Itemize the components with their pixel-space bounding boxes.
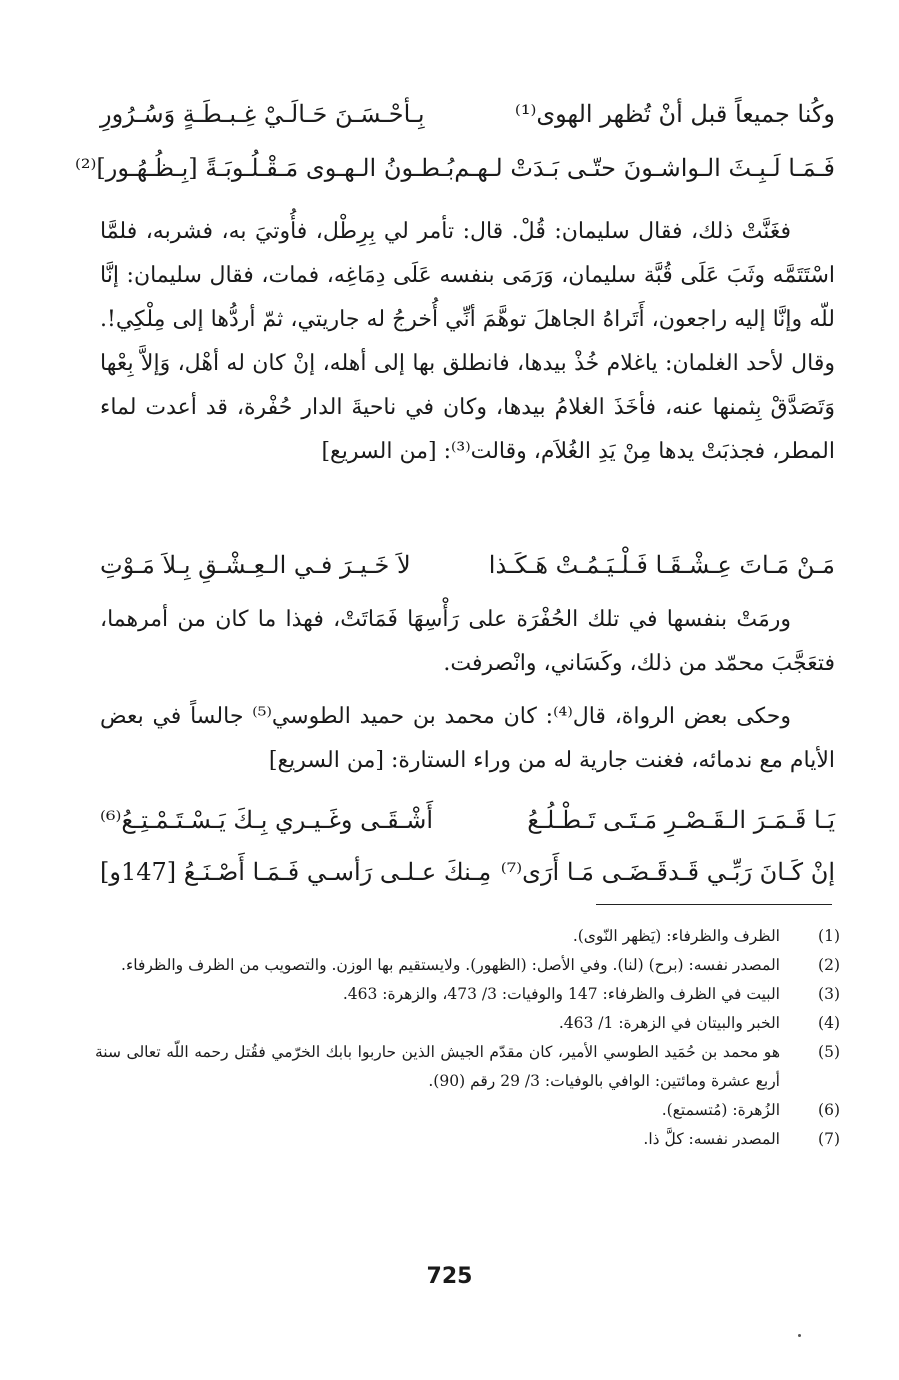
footnote-text: المصدر نفسه: كلَّ ذا. xyxy=(643,1130,780,1148)
footnote-number: (2) xyxy=(818,956,840,974)
footnote-number: (4) xyxy=(818,1014,840,1032)
prose-paragraph xyxy=(100,598,835,686)
verse-line xyxy=(74,148,835,188)
prose-paragraph xyxy=(100,695,835,783)
footnote-text: الزُهرة: (مُتسمتع). xyxy=(661,1101,780,1119)
footnote xyxy=(95,1125,840,1154)
verse-first-hemistich: يَـا قَـمَـرَ الـقَـصْـرِ مَـتَـى تَـطْـلُـعُ xyxy=(527,806,835,834)
verse-line xyxy=(100,800,835,840)
paragraph-text: وحكى بعض الرواة، قال⁽⁴⁾: كان محمد بن حميد الطوسي⁽⁵⁾ جالساً في بعض الأيام مع ندمائه، فغنت جارية له من وراء الستارة: xyxy=(100,704,835,773)
footnote xyxy=(95,1096,840,1125)
verse-first-hemistich: مَـنْ مَـاتَ عِـشْـقَـا فَـلْـيَـمُـتْ هَـكَـذا xyxy=(488,551,835,579)
page-number: 725 xyxy=(426,1264,473,1289)
verse-first-hemistich: وكُنا جميعاً قبل أنْ تُظهر الهوى⁽¹⁾ xyxy=(514,100,835,128)
footnote xyxy=(95,1038,840,1096)
footnote-text: المصدر نفسه: (برح) (لنا). وفي الأصل: (الظهور). ولايستقيم بها الوزن. والتصويب من الظرف والظرفاء. xyxy=(121,956,780,974)
scan-speck xyxy=(798,1334,801,1337)
paragraph-text: ورمَتْ بنفسها في تلك الحُفْرَة على رَأْسِهَا فَمَاتَتْ، فهذا ما كان من أمرهما، فتعَجَّبَ محمّد من ذلك، وكَسَاني، وانْصرفت. xyxy=(100,607,835,676)
verse-line xyxy=(100,852,835,892)
verse-second-hemistich: بُـطـونُ الـهـوى مَـقْـلُـوبَـةً [بِـظُـهُـور]⁽²⁾ xyxy=(74,154,455,182)
footnote-text: هو محمد بن حُمَيد الطوسي الأمير، كان مقدّم الجيش الذين حاربوا بابك الخرّمي فقُتل رحمه اللّه تعالى سنة أربع عشرة ومائتين: الوافي بالوفيات: 3/ 29 رقم (90). xyxy=(95,1043,780,1090)
verse-first-hemistich: فَـمَـا لَـبِـثَ الـواشـونَ حتّـى بَـدَتْ لـهـم xyxy=(454,154,835,182)
footnote xyxy=(95,922,840,951)
verse-line xyxy=(100,545,835,585)
footnote-text: الخبر والبيتان في الزهرة: 1/ 463. xyxy=(558,1014,780,1032)
verse-first-hemistich: إنْ كَـانَ رَبِّـي قَـدقَـضَـى مَـا أَرَى⁽⁷⁾ xyxy=(500,858,835,886)
verse-second-hemistich: بِـأحْـسَـنَ حَـالَـيْ غِـبـطَـةٍ وَسُـرُورِ xyxy=(100,100,425,128)
verse-second-hemistich: مِـنكَ عـلـى رَأسـي فَـمَـا أَصْـنَـعُ [147و] xyxy=(100,858,492,886)
footnote-separator xyxy=(596,904,832,905)
verse-second-hemistich: أَشْـقَـى وغَـيـري بِـكَ يَـسْـتَـمْـتِـعُ⁽⁶⁾ xyxy=(100,806,434,834)
verse-line xyxy=(100,94,835,134)
footnote-text: الظرف والظرفاء: (يَظهر النّوى). xyxy=(572,927,780,945)
footnote-number: (5) xyxy=(818,1043,840,1061)
verse-second-hemistich: لاَ خَـيـرَ فـي الـعِـشْـقِ بِـلاَ مَـوْتِ xyxy=(100,551,411,579)
prose-paragraph xyxy=(100,210,835,474)
footnote xyxy=(95,980,840,1009)
footnote-number: (7) xyxy=(818,1130,840,1148)
footnote-text: البيت في الظرف والظرفاء: 147 والوفيات: 3/ 473، والزهرة: 463. xyxy=(342,985,780,1003)
meter-label: [من السريع] xyxy=(268,748,384,773)
footnote xyxy=(95,951,840,980)
footnote-number: (1) xyxy=(818,927,840,945)
meter-label: [من السريع] xyxy=(321,439,437,464)
footnote-number: (6) xyxy=(818,1101,840,1119)
footnote-number: (3) xyxy=(818,985,840,1003)
footnotes xyxy=(95,922,840,1154)
paragraph-text: فغَنَّتْ ذلك، فقال سليمان: قُلْ. قال: تأمر لي بِرِطْل، فأُوتيَ به، فشربه، فلمَّا اسْتَتَمَّه وثَبَ عَلَى قُبَّة سليمان، وَرَمَى بنفسه عَلَى دِمَاغِه، فمات، فقال سليمان: إنَّا للّه وإنَّا إليه راجعون، أَتَراهُ الجاهلَ توهَّمَ أنِّي أُخرجُ له جاريتي، ثمّ أردُّها إلى مِلْكِي!. وقال لأحد الغلمان: ياغلام خُذْ بيدها، فانطلق بها إلى أهله، إنْ كان له أهْل، وَإلاَّ بِعْها وَتَصَدَّقْ بِثمنها عنه، فأخَذَ الغلامُ بيدها، وكان في ناحيةَ الدار حُفْرة، قد أعدت لماء المطر، فجذبَتْ يدها مِنْ يَدِ الغُلاَم، وقالت⁽³⁾: xyxy=(100,219,835,464)
footnote xyxy=(95,1009,840,1038)
